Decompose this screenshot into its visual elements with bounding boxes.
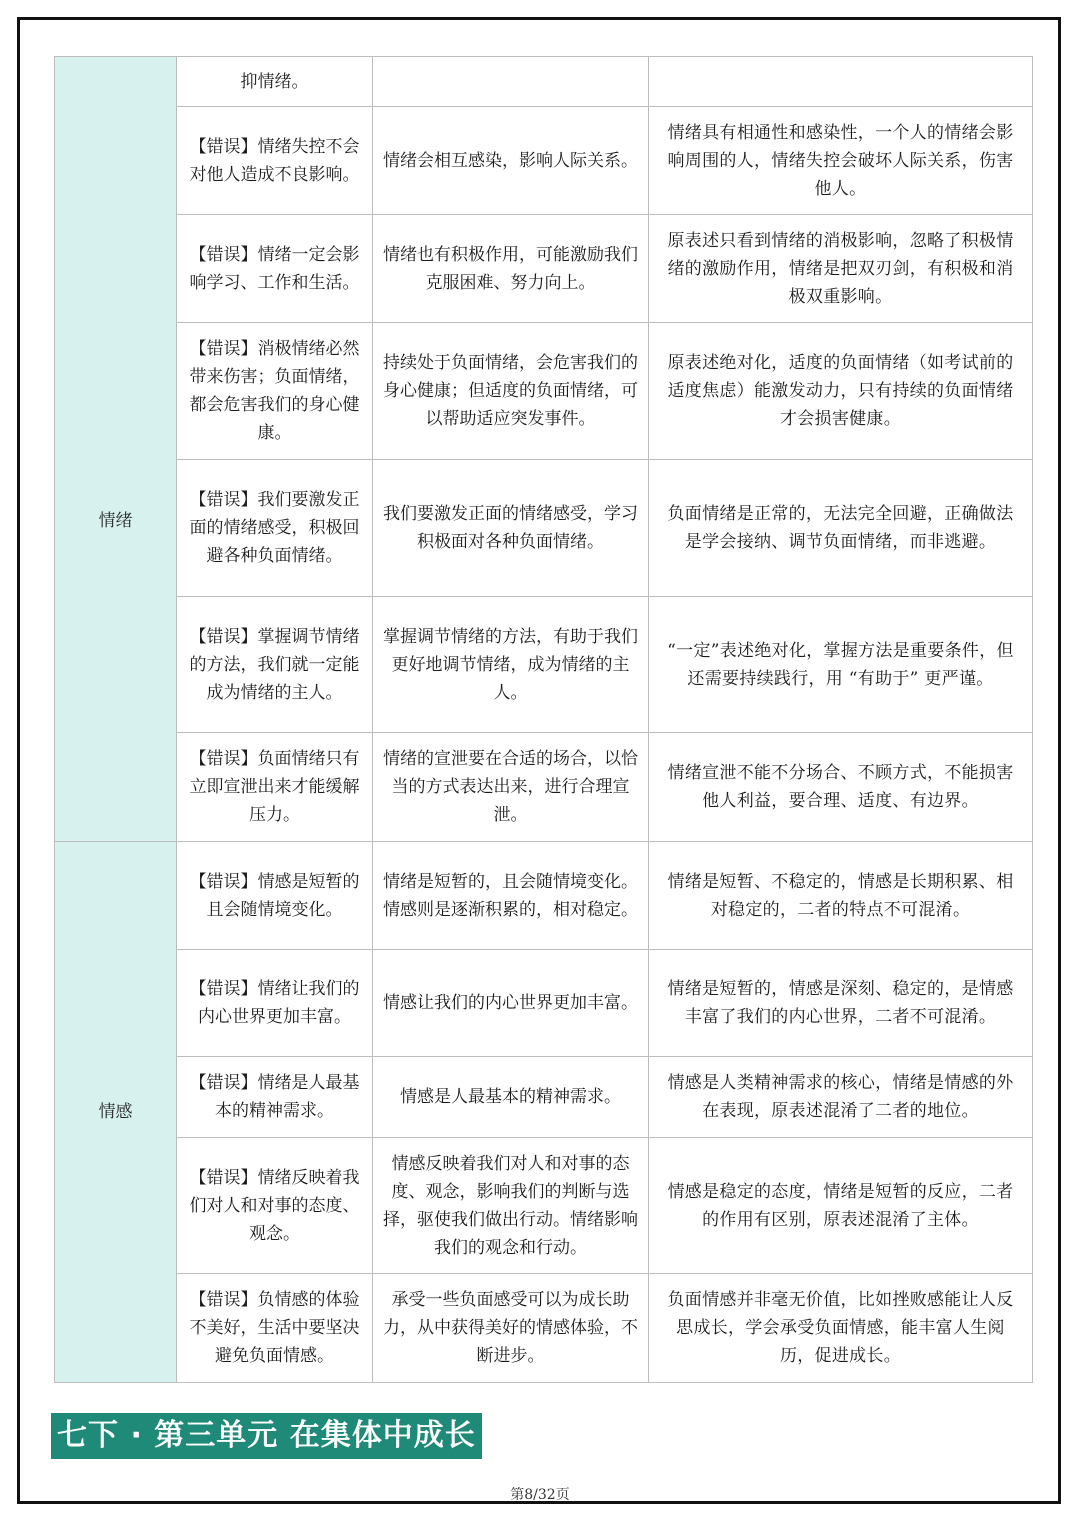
table-row — [55, 460, 1033, 597]
table-row — [55, 733, 1033, 842]
wrong-statement: 抑情绪。 — [177, 57, 373, 107]
category-emotion: 情绪 — [55, 57, 177, 842]
analysis: 情绪宣泄不能不分场合、不顾方式，不能损害他人利益，要合理、适度、有边界。 — [649, 733, 1033, 842]
wrong-statement: 【错误】情感是短暂的且会随情境变化。 — [177, 842, 373, 950]
correct-statement: 情绪是短暂的，且会随情境变化。情感则是逐渐积累的，相对稳定。 — [373, 842, 649, 950]
error-correction-table — [54, 56, 1033, 1383]
wrong-statement: 【错误】负情感的体验不美好，生活中要坚决避免负面情感。 — [177, 1274, 373, 1383]
table-row — [55, 950, 1033, 1057]
correct-statement: 情绪也有积极作用，可能激励我们克服困难、努力向上。 — [373, 215, 649, 323]
table-row — [55, 57, 1033, 107]
correct-statement: 掌握调节情绪的方法，有助于我们更好地调节情绪，成为情绪的主人。 — [373, 597, 649, 733]
wrong-statement: 【错误】消极情绪必然带来伤害；负面情绪，都会危害我们的身心健康。 — [177, 323, 373, 460]
analysis: 情感是人类精神需求的核心，情绪是情感的外在表现，原表述混淆了二者的地位。 — [649, 1057, 1033, 1138]
correct-statement: 情感反映着我们对人和对事的态度、观念，影响我们的判断与选择，驱使我们做出行动。情绪影响我们的观念和行动。 — [373, 1138, 649, 1274]
table-row — [55, 215, 1033, 323]
correct-statement — [373, 57, 649, 107]
analysis: “一定”表述绝对化，掌握方法是重要条件，但还需要持续践行，用 “有助于” 更严谨。 — [649, 597, 1033, 733]
table-row — [55, 1057, 1033, 1138]
table-row — [55, 323, 1033, 460]
correct-statement: 持续处于负面情绪，会危害我们的身心健康；但适度的负面情绪，可以帮助适应突发事件。 — [373, 323, 649, 460]
correct-statement: 情绪会相互感染，影响人际关系。 — [373, 107, 649, 215]
analysis: 负面情感并非毫无价值，比如挫败感能让人反思成长，学会承受负面情感，能丰富人生阅历，促进成长。 — [649, 1274, 1033, 1383]
wrong-statement: 【错误】情绪让我们的内心世界更加丰富。 — [177, 950, 373, 1057]
correct-statement: 情感让我们的内心世界更加丰富。 — [373, 950, 649, 1057]
analysis: 情绪具有相通性和感染性，一个人的情绪会影响周围的人，情绪失控会破坏人际关系，伤害他人。 — [649, 107, 1033, 215]
wrong-statement: 【错误】情绪是人最基本的精神需求。 — [177, 1057, 373, 1138]
section-title-banner: 七下 · 第三单元 在集体中成长 — [51, 1413, 482, 1459]
correct-statement: 我们要激发正面的情绪感受，学习积极面对各种负面情绪。 — [373, 460, 649, 597]
analysis: 原表述只看到情绪的消极影响，忽略了积极情绪的激励作用，情绪是把双刃剑，有积极和消极双重影响。 — [649, 215, 1033, 323]
analysis: 原表述绝对化，适度的负面情绪（如考试前的适度焦虑）能激发动力，只有持续的负面情绪才会损害健康。 — [649, 323, 1033, 460]
correct-statement: 情绪的宣泄要在合适的场合，以恰当的方式表达出来，进行合理宣泄。 — [373, 733, 649, 842]
wrong-statement: 【错误】情绪一定会影响学习、工作和生活。 — [177, 215, 373, 323]
wrong-statement: 【错误】掌握调节情绪的方法，我们就一定能成为情绪的主人。 — [177, 597, 373, 733]
page-number: 第8/32页 — [510, 1487, 570, 1503]
table-row — [55, 597, 1033, 733]
table-row — [55, 1274, 1033, 1383]
table-row — [55, 1138, 1033, 1274]
wrong-statement: 【错误】情绪失控不会对他人造成不良影响。 — [177, 107, 373, 215]
table-row — [55, 107, 1033, 215]
correct-statement: 情感是人最基本的精神需求。 — [373, 1057, 649, 1138]
analysis: 情感是稳定的态度，情绪是短暂的反应，二者的作用有区别，原表述混淆了主体。 — [649, 1138, 1033, 1274]
category-feeling: 情感 — [55, 842, 177, 1383]
wrong-statement: 【错误】我们要激发正面的情绪感受，积极回避各种负面情绪。 — [177, 460, 373, 597]
analysis: 情绪是短暂的，情感是深刻、稳定的，是情感丰富了我们的内心世界，二者不可混淆。 — [649, 950, 1033, 1057]
analysis — [649, 57, 1033, 107]
analysis: 情绪是短暂、不稳定的，情感是长期积累、相对稳定的，二者的特点不可混淆。 — [649, 842, 1033, 950]
correct-statement: 承受一些负面感受可以为成长助力，从中获得美好的情感体验，不断进步。 — [373, 1274, 649, 1383]
table-row — [55, 842, 1033, 950]
wrong-statement: 【错误】负面情绪只有立即宣泄出来才能缓解压力。 — [177, 733, 373, 842]
analysis: 负面情绪是正常的，无法完全回避，正确做法是学会接纳、调节负面情绪，而非逃避。 — [649, 460, 1033, 597]
wrong-statement: 【错误】情绪反映着我们对人和对事的态度、观念。 — [177, 1138, 373, 1274]
